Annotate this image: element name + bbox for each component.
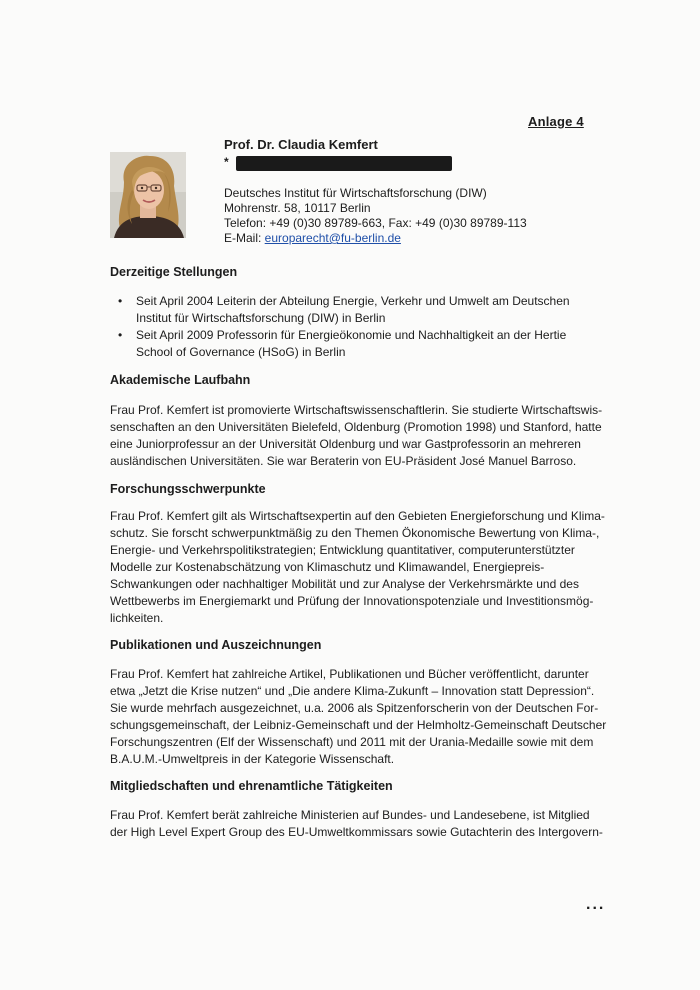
list-item-line: Seit April 2009 Professorin für Energieökonomie und Nachhaltigkeit an der Hertie [136, 328, 567, 342]
section-heading-research: Forschungsschwerpunkte [110, 482, 266, 496]
institution: Deutsches Institut für Wirtschaftsforschung (DIW) [224, 186, 487, 200]
research-paragraph [110, 508, 605, 627]
street-address: Mohrenstr. 58, 10117 Berlin [224, 201, 371, 215]
paragraph-line: ausländischen Universitäten. Sie war Beraterin von EU-Präsident José Manuel Barroso. [110, 454, 577, 468]
section-heading-positions: Derzeitige Stellungen [110, 265, 238, 279]
list-item-line: Seit April 2004 Leiterin der Abteilung Energie, Verkehr und Umwelt am Deutschen [136, 294, 570, 308]
list-item-line: Institut für Wirtschaftsforschung (DIW) in Berlin [136, 311, 386, 325]
email-line [224, 230, 401, 246]
paragraph-line: Frau Prof. Kemfert gilt als Wirtschaftsexpertin auf den Gebieten Energieforschung und Klima- [110, 509, 605, 523]
email-link[interactable]: europarecht@fu-berlin.de [264, 231, 401, 245]
phone-fax: Telefon: +49 (0)30 89789-663, Fax: +49 (0)30 89789-113 [224, 216, 527, 230]
bullet-icon: • [118, 328, 123, 342]
portrait-photo [110, 152, 186, 238]
list-item [118, 293, 606, 327]
paragraph-line: Frau Prof. Kemfert hat zahlreiche Artikel, Publikationen und Bücher veröffentlicht, darunter [110, 667, 589, 681]
positions-list [118, 293, 606, 361]
paragraph-line: Modelle zur Kostenabschätzung von Klimaschutz und Klimawandel, Energiepreis- [110, 560, 545, 574]
paragraph-line: senschaften an den Universitäten Bielefeld, Oldenburg (Promotion 1998) und Stanford, hatte [110, 420, 602, 434]
paragraph-line: schungsgemeinschaft, der Leibniz-Gemeinschaft und der Helmholtz-Gemeinschaft Deutscher [110, 718, 607, 732]
redaction-asterisk: * [224, 155, 229, 169]
continuation-mark: ... [586, 896, 606, 913]
section-heading-career: Akademische Laufbahn [110, 373, 251, 387]
list-item-line: School of Governance (HSoG) in Berlin [136, 345, 346, 359]
publications-paragraph [110, 666, 605, 768]
email-label: E-Mail: [224, 231, 265, 245]
paragraph-line: eine Juniorprofessur an der Universität Oldenburg und war Gastprofessorin an mehreren [110, 437, 581, 451]
redaction-bar [236, 156, 452, 171]
paragraph-line: Frau Prof. Kemfert berät zahlreiche Ministerien auf Bundes- und Landesebene, ist Mitglied [110, 808, 590, 822]
paragraph-line: Frau Prof. Kemfert ist promovierte Wirtschaftswissenschaftlerin. Sie studierte Wirtschaftswis- [110, 403, 603, 417]
paragraph-line: Sie wurde mehrfach ausgezeichnet, u.a. 2006 als Spitzenforscherin von der Deutschen For- [110, 701, 599, 715]
paragraph-line: Forschungszentren (Elf der Wissenschaft) und 2011 mit der Urania-Medaille sowie mit dem [110, 735, 594, 749]
list-item [118, 327, 606, 361]
paragraph-line: Wettbewerbs im Energiemarkt und Prüfung der Innovationspotenziale und Investitionsmög- [110, 594, 594, 608]
paragraph-line: Energie- und Verkehrspolitikstrategien; Entwicklung quantitativer, computerunterstützter [110, 543, 575, 557]
annex-label: Anlage 4 [528, 114, 584, 129]
person-name: Prof. Dr. Claudia Kemfert [224, 137, 378, 152]
bullet-icon: • [118, 294, 123, 308]
paragraph-line: etwa „Jetzt die Krise nutzen“ und „Die andere Klima-Zukunft – Innovation statt Depression“. [110, 684, 595, 698]
section-heading-publications: Publikationen und Auszeichnungen [110, 638, 322, 652]
paragraph-line: schutz. Sie forscht schwerpunktmäßig zu den Themen Ökonomische Bewertung von Klima-, [110, 526, 600, 540]
section-heading-memberships: Mitgliedschaften und ehrenamtliche Tätigkeiten [110, 779, 393, 793]
paragraph-line: der High Level Expert Group des EU-Umweltkommissars sowie Gutachterin des Intergovern- [110, 825, 603, 839]
career-paragraph [110, 402, 605, 470]
paragraph-line: Schwankungen oder nachhaltiger Mobilität und zur Analyse der Verkehrsmärkte und des [110, 577, 579, 591]
memberships-paragraph [110, 807, 605, 841]
paragraph-line: lichkeiten. [110, 611, 164, 625]
paragraph-line: B.A.U.M.-Umweltpreis in der Kategorie Wissenschaft. [110, 752, 395, 766]
